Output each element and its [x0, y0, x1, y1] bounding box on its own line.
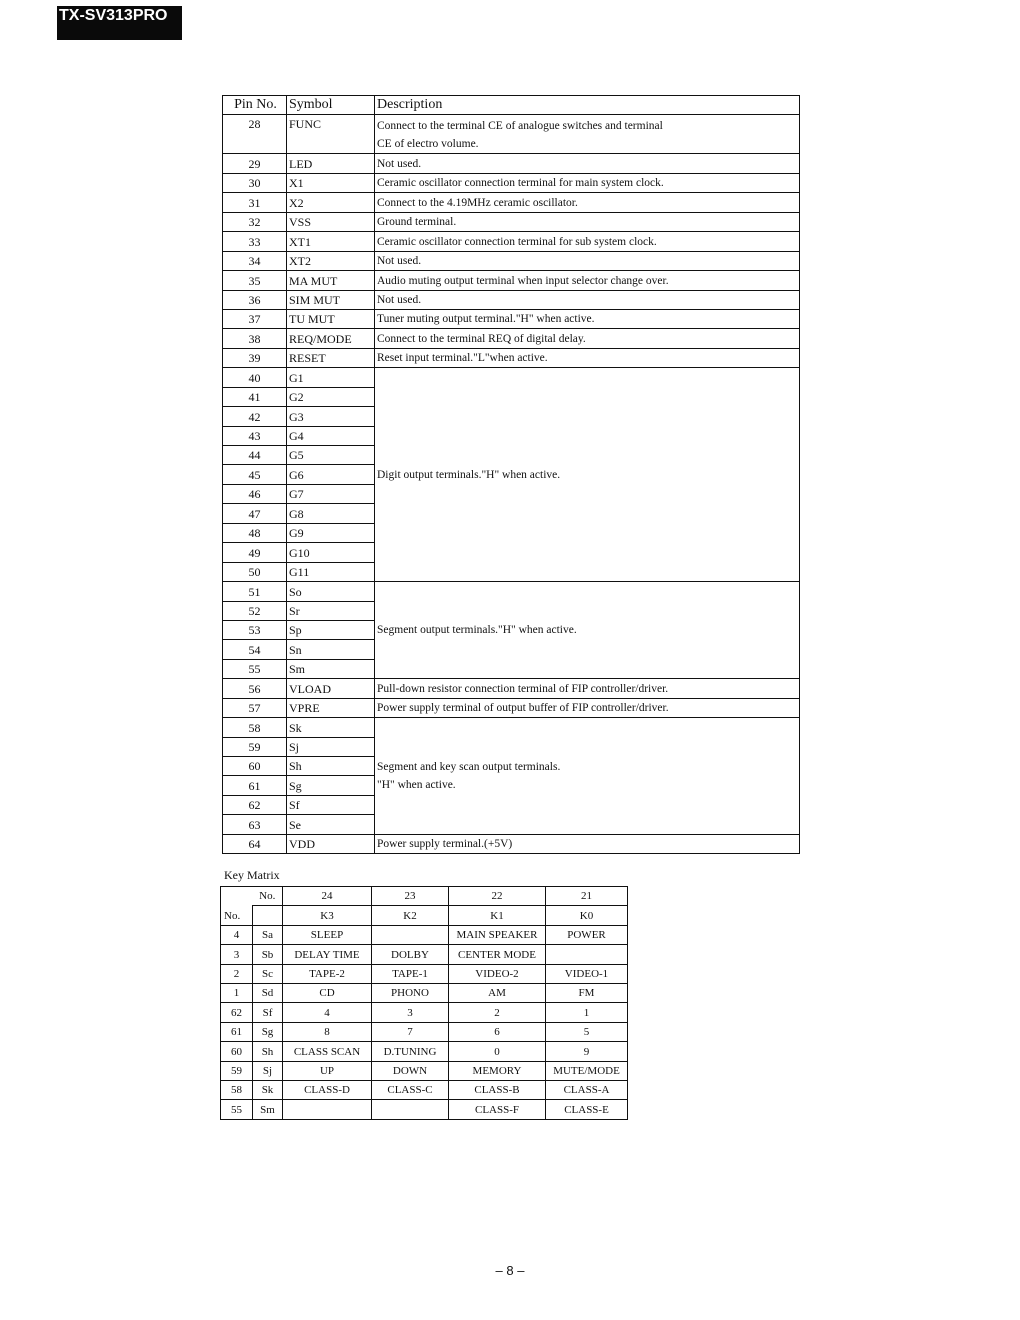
key-cell: CLASS-A: [546, 1080, 628, 1099]
key-cell: MUTE/MODE: [546, 1061, 628, 1080]
key-cell: VIDEO-2: [449, 964, 546, 983]
key-cell: CD: [283, 983, 372, 1002]
key-cell: CLASS SCAN: [283, 1042, 372, 1061]
pin-number: 64: [223, 834, 287, 853]
key-cell: VIDEO-1: [546, 964, 628, 983]
pin-row: [223, 193, 800, 212]
pin-symbol: G9: [287, 523, 375, 542]
key-row-segment: Sk: [253, 1080, 283, 1099]
key-row-number: 55: [221, 1100, 253, 1119]
key-row-number: 60: [221, 1042, 253, 1061]
key-matrix-corner-label: No.: [253, 887, 283, 906]
pin-description: Power supply terminal of output buffer of FIP controller/driver.: [375, 698, 800, 717]
pin-number: 48: [223, 523, 287, 542]
pin-row: [223, 679, 800, 698]
pin-description: Ceramic oscillator connection terminal for sub system clock.: [375, 232, 800, 251]
pin-number: 35: [223, 271, 287, 290]
pin-group-description: [375, 582, 800, 679]
key-matrix-table: [220, 886, 628, 1120]
key-cell: 7: [372, 1022, 449, 1041]
key-cell: [546, 945, 628, 964]
key-row-segment: Sh: [253, 1042, 283, 1061]
pin-description-line: Digit output terminals."H" when active.: [377, 468, 561, 481]
key-cell: 1: [546, 1003, 628, 1022]
pin-description-line: "H" when active.: [377, 778, 456, 791]
pin-symbol: Sr: [287, 601, 375, 620]
pin-description: Not used.: [375, 290, 800, 309]
pin-symbol: G3: [287, 407, 375, 426]
pin-number: 56: [223, 679, 287, 698]
pin-description: Tuner muting output terminal."H" when active.: [375, 309, 800, 328]
pin-description: [375, 115, 800, 154]
key-col-number: 21: [546, 887, 628, 906]
key-row-segment: Sb: [253, 945, 283, 964]
pin-number: 58: [223, 718, 287, 737]
pin-number: 44: [223, 446, 287, 465]
pin-table-header: [223, 96, 800, 115]
pin-symbol: LED: [287, 154, 375, 173]
key-cell: 6: [449, 1022, 546, 1041]
pin-description: Pull-down resistor connection terminal of FIP controller/driver.: [375, 679, 800, 698]
pin-number: 60: [223, 757, 287, 776]
pin-symbol: Sm: [287, 659, 375, 678]
pin-symbol: G10: [287, 543, 375, 562]
key-col-number: 22: [449, 887, 546, 906]
pin-row: [223, 271, 800, 290]
key-cell: 3: [372, 1003, 449, 1022]
pin-symbol: G5: [287, 446, 375, 465]
pin-row: [223, 698, 800, 717]
pin-row: [223, 582, 800, 601]
key-cell: POWER: [546, 925, 628, 944]
pin-symbol: G2: [287, 387, 375, 406]
key-matrix-row: [221, 964, 628, 983]
key-col-key: K1: [449, 906, 546, 925]
pin-symbol: VDD: [287, 834, 375, 853]
key-cell: CLASS-E: [546, 1100, 628, 1119]
pin-row: [223, 115, 800, 154]
pin-description: Not used.: [375, 251, 800, 270]
key-col-number: 23: [372, 887, 449, 906]
pin-symbol: G8: [287, 504, 375, 523]
pin-number: 53: [223, 620, 287, 639]
key-row-segment: Sa: [253, 925, 283, 944]
key-cell: 0: [449, 1042, 546, 1061]
key-matrix-row: [221, 945, 628, 964]
pin-description: Connect to the 4.19MHz ceramic oscillator.: [375, 193, 800, 212]
pin-row: [223, 173, 800, 192]
key-cell: CLASS-C: [372, 1080, 449, 1099]
pin-description-line: Segment output terminals."H" when active.: [377, 624, 577, 637]
key-cell: 2: [449, 1003, 546, 1022]
pin-number: 61: [223, 776, 287, 795]
pin-row: [223, 290, 800, 309]
key-cell: TAPE-1: [372, 964, 449, 983]
key-cell: 4: [283, 1003, 372, 1022]
pin-description-line: Segment and key scan output terminals.: [377, 760, 561, 773]
pin-symbol: MA MUT: [287, 271, 375, 290]
pin-number: 40: [223, 368, 287, 387]
key-col-number: 24: [283, 887, 372, 906]
pin-symbol: So: [287, 582, 375, 601]
key-cell: DOWN: [372, 1061, 449, 1080]
key-row-segment: Sj: [253, 1061, 283, 1080]
pin-description: Connect to the terminal REQ of digital delay.: [375, 329, 800, 348]
pin-number: 29: [223, 154, 287, 173]
pin-symbol: VPRE: [287, 698, 375, 717]
key-col-key: K3: [283, 906, 372, 925]
pin-symbol: TU MUT: [287, 309, 375, 328]
pin-row: [223, 368, 800, 387]
pin-number: 50: [223, 562, 287, 581]
key-matrix-row-label: No.: [221, 906, 253, 925]
key-row-segment: Sc: [253, 964, 283, 983]
pin-description-table: [222, 95, 800, 854]
key-row-number: 1: [221, 983, 253, 1002]
pin-row: [223, 309, 800, 328]
pin-number: 59: [223, 737, 287, 756]
pin-symbol: Sf: [287, 795, 375, 814]
pin-number: 51: [223, 582, 287, 601]
pin-number: 47: [223, 504, 287, 523]
pin-description: Ceramic oscillator connection terminal for main system clock.: [375, 173, 800, 192]
pin-no-header: Pin No.: [223, 96, 287, 115]
key-matrix-row: [221, 925, 628, 944]
key-row-number: 61: [221, 1022, 253, 1041]
key-cell: DOLBY: [372, 945, 449, 964]
pin-symbol: Sp: [287, 620, 375, 639]
pin-number: 42: [223, 407, 287, 426]
key-row-number: 62: [221, 1003, 253, 1022]
key-cell: TAPE-2: [283, 964, 372, 983]
pin-description-line: CE of electro volume.: [377, 138, 479, 151]
pin-number: 28: [223, 115, 287, 154]
pin-description-line: Connect to the terminal CE of analogue switches and terminal: [377, 120, 663, 133]
pin-symbol: SIM MUT: [287, 290, 375, 309]
pin-number: 54: [223, 640, 287, 659]
key-cell: PHONO: [372, 983, 449, 1002]
pin-symbol: G7: [287, 484, 375, 503]
pin-symbol: RESET: [287, 348, 375, 367]
key-cell: 8: [283, 1022, 372, 1041]
pin-row: [223, 251, 800, 270]
pin-number: 46: [223, 484, 287, 503]
key-row-segment: Sm: [253, 1100, 283, 1119]
pin-symbol: FUNC: [287, 115, 375, 154]
key-row-number: 4: [221, 925, 253, 944]
key-row-number: 58: [221, 1080, 253, 1099]
pin-row: [223, 329, 800, 348]
pin-number: 63: [223, 815, 287, 834]
key-cell: CLASS-F: [449, 1100, 546, 1119]
key-matrix-row: [221, 1042, 628, 1061]
pin-description: Power supply terminal.(+5V): [375, 834, 800, 853]
pin-number: 52: [223, 601, 287, 620]
pin-symbol: X2: [287, 193, 375, 212]
pin-row: [223, 154, 800, 173]
pin-number: 37: [223, 309, 287, 328]
pin-number: 30: [223, 173, 287, 192]
pin-group-description: [375, 718, 800, 835]
description-header: Description: [375, 96, 800, 115]
pin-number: 33: [223, 232, 287, 251]
model-label: TX-SV313PRO: [57, 6, 182, 40]
pin-number: 36: [223, 290, 287, 309]
pin-symbol: Sg: [287, 776, 375, 795]
key-row-segment: Sd: [253, 983, 283, 1002]
pin-number: 43: [223, 426, 287, 445]
symbol-header: Symbol: [287, 96, 375, 115]
key-cell: FM: [546, 983, 628, 1002]
key-matrix-caption: Key Matrix: [224, 868, 280, 882]
key-row-number: 59: [221, 1061, 253, 1080]
key-cell: AM: [449, 983, 546, 1002]
key-matrix-row: [221, 1100, 628, 1119]
key-row-segment: Sf: [253, 1003, 283, 1022]
pin-symbol: Sh: [287, 757, 375, 776]
pin-number: 32: [223, 212, 287, 231]
pin-number: 34: [223, 251, 287, 270]
key-matrix-blank: [253, 906, 283, 925]
pin-number: 55: [223, 659, 287, 678]
pin-symbol: G11: [287, 562, 375, 581]
pin-row: [223, 212, 800, 231]
pin-symbol: Sk: [287, 718, 375, 737]
key-cell: D.TUNING: [372, 1042, 449, 1061]
key-cell: 9: [546, 1042, 628, 1061]
key-cell: SLEEP: [283, 925, 372, 944]
pin-symbol: Sj: [287, 737, 375, 756]
key-cell: UP: [283, 1061, 372, 1080]
pin-number: 49: [223, 543, 287, 562]
key-matrix-row: [221, 1003, 628, 1022]
key-row-number: 3: [221, 945, 253, 964]
key-row-number: 2: [221, 964, 253, 983]
pin-symbol: Sn: [287, 640, 375, 659]
key-cell: MAIN SPEAKER: [449, 925, 546, 944]
key-matrix-col-numbers: [221, 887, 628, 906]
pin-symbol: REQ/MODE: [287, 329, 375, 348]
page-number: – 8 –: [495, 1263, 525, 1278]
key-cell: [372, 1100, 449, 1119]
pin-symbol: G4: [287, 426, 375, 445]
key-cell: MEMORY: [449, 1061, 546, 1080]
pin-symbol: XT2: [287, 251, 375, 270]
pin-symbol: X1: [287, 173, 375, 192]
pin-symbol: G1: [287, 368, 375, 387]
key-matrix-corner: [221, 887, 253, 906]
key-matrix-col-keys: [221, 906, 628, 925]
pin-symbol: VSS: [287, 212, 375, 231]
pin-row: [223, 718, 800, 737]
key-cell: 5: [546, 1022, 628, 1041]
pin-symbol: G6: [287, 465, 375, 484]
key-cell: [283, 1100, 372, 1119]
key-matrix-row: [221, 1022, 628, 1041]
pin-symbol: VLOAD: [287, 679, 375, 698]
pin-description: Not used.: [375, 154, 800, 173]
pin-number: 31: [223, 193, 287, 212]
key-matrix-row: [221, 983, 628, 1002]
key-col-key: K0: [546, 906, 628, 925]
key-cell: DELAY TIME: [283, 945, 372, 964]
pin-description: Reset input terminal."L"when active.: [375, 348, 800, 367]
pin-row: [223, 834, 800, 853]
key-cell: [372, 925, 449, 944]
pin-number: 39: [223, 348, 287, 367]
pin-symbol: Se: [287, 815, 375, 834]
key-cell: CLASS-B: [449, 1080, 546, 1099]
pin-row: [223, 232, 800, 251]
pin-row: [223, 348, 800, 367]
pin-number: 45: [223, 465, 287, 484]
key-row-segment: Sg: [253, 1022, 283, 1041]
pin-group-description: [375, 368, 800, 582]
pin-number: 38: [223, 329, 287, 348]
pin-number: 62: [223, 795, 287, 814]
key-cell: CENTER MODE: [449, 945, 546, 964]
pin-number: 57: [223, 698, 287, 717]
key-col-key: K2: [372, 906, 449, 925]
pin-number: 41: [223, 387, 287, 406]
key-matrix-row: [221, 1061, 628, 1080]
pin-description: Audio muting output terminal when input selector change over.: [375, 271, 800, 290]
key-matrix-row: [221, 1080, 628, 1099]
pin-symbol: XT1: [287, 232, 375, 251]
pin-description: Ground terminal.: [375, 212, 800, 231]
key-cell: CLASS-D: [283, 1080, 372, 1099]
